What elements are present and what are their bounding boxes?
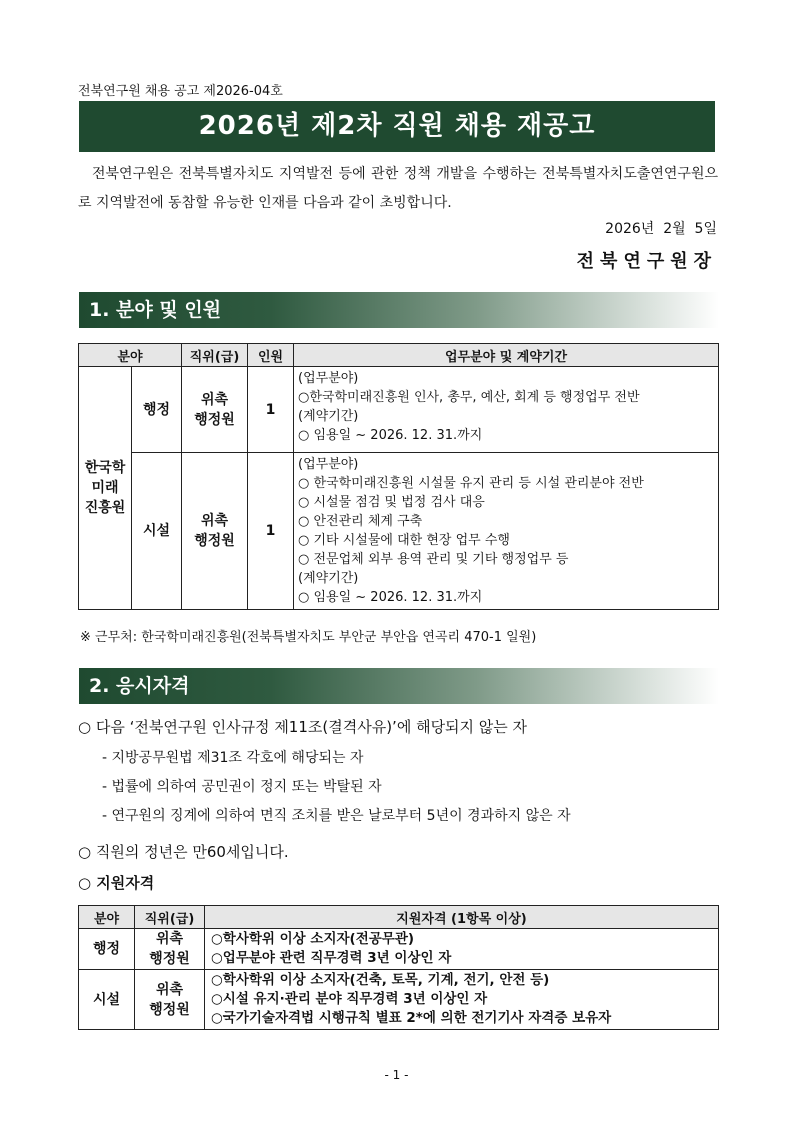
duty-item: ○ 기타 시설물에 대한 현장 업무 수행 (298, 533, 510, 548)
col-duty: 업무분야 및 계약기간 (294, 344, 719, 367)
table-header-row (79, 344, 719, 367)
document-title: 2026년 제2차 직원 채용 재공고 (79, 101, 715, 152)
row-position: 위촉 행정원 (182, 453, 248, 610)
duty-title: (업무분야) (298, 457, 359, 472)
duty-item: ○ 안전관리 체계 구축 (298, 514, 423, 529)
col-position: 직위(급) (182, 344, 248, 367)
requirement-item: ○국가기술자격법 시행규칙 별표 2*에 의한 전기기사 자격증 보유자 (211, 1010, 612, 1026)
row-position: 위촉 행정원 (182, 367, 248, 453)
duty-item: ○한국학미래진흥원 인사, 총무, 예산, 회계 등 행정업무 전반 (298, 390, 640, 405)
duty-item: ○ 전문업체 외부 용역 관리 및 기타 행정업무 등 (298, 552, 569, 567)
table-row (79, 929, 719, 970)
duty-title: (업무분야) (298, 371, 359, 386)
requirements-label: ○ 지원자격 (78, 874, 155, 892)
row-position: 위촉 행정원 (135, 929, 205, 970)
period-title: (계약기간) (298, 409, 359, 424)
qualification-item: ○ 다음 ‘전북연구원 인사규정 제11조(결격사유)’에 해당되지 않는 자 (78, 718, 528, 736)
row-requirements (205, 929, 719, 970)
signer: 전북연구원장 (576, 251, 717, 272)
col-position: 직위(급) (135, 906, 205, 929)
notice-date: 2026년 2월 5일 (605, 221, 717, 237)
qualification-subitem: - 법률에 의하여 공민권이 정지 또는 박탈된 자 (102, 779, 382, 795)
col-requirements: 지원자격 (1항목 이상) (205, 906, 719, 929)
org-name: 한국학 미래 진흥원 (79, 367, 132, 610)
table-row (79, 367, 719, 453)
period-title: (계약기간) (298, 571, 359, 586)
requirement-item: ○업무분야 관련 직무경력 3년 이상인 자 (211, 950, 452, 966)
retirement-note: ○ 직원의 정년은 만60세입니다. (78, 843, 289, 861)
duty-item: ○ 시설물 점검 및 법정 검사 대응 (298, 495, 485, 510)
row-field: 시설 (132, 453, 182, 610)
requirement-item: ○시설 유지·관리 분야 직무경력 3년 이상인 자 (211, 991, 488, 1007)
row-duty (294, 367, 719, 453)
row-duty (294, 453, 719, 610)
table-row (79, 453, 719, 610)
section1-heading: 1. 분야 및 인원 (79, 292, 719, 328)
positions-table (78, 343, 719, 610)
duty-item: ○ 한국학미래진흥원 시설물 유지 관리 등 시설 관리분야 전반 (298, 476, 644, 491)
period-item: ○ 임용일 ~ 2026. 12. 31.까지 (298, 428, 483, 443)
col-count: 인원 (248, 344, 294, 367)
section2-heading: 2. 응시자격 (79, 668, 719, 704)
notice-number: 전북연구원 채용 공고 제2026-04호 (78, 84, 283, 99)
requirements-table (78, 905, 719, 1030)
row-field: 행정 (132, 367, 182, 453)
intro-paragraph: 전북연구원은 전북특별자치도 지역발전 등에 관한 정책 개발을 수행하는 전북특별자치도출연연구원으로 지역발전에 동참할 유능한 인재를 다음과 같이 초빙합니다. (78, 166, 718, 211)
row-requirements (205, 970, 719, 1030)
row-field: 행정 (79, 929, 135, 970)
period-item: ○ 임용일 ~ 2026. 12. 31.까지 (298, 590, 483, 605)
table-row (79, 970, 719, 1030)
qualification-subitem: - 연구원의 징계에 의하여 면직 조치를 받은 날로부터 5년이 경과하지 않은 자 (102, 808, 571, 824)
row-count: 1 (248, 453, 294, 610)
requirement-item: ○학사학위 이상 소지자(건축, 토목, 기계, 전기, 안전 등) (211, 972, 550, 988)
qualification-subitem: - 지방공무원법 제31조 각호에 해당되는 자 (102, 750, 364, 766)
col-field: 분야 (79, 344, 182, 367)
table-header-row (79, 906, 719, 929)
requirement-item: ○학사학위 이상 소지자(전공무관) (211, 931, 415, 947)
row-field: 시설 (79, 970, 135, 1030)
col-field: 분야 (79, 906, 135, 929)
page-number: - 1 - (384, 1068, 409, 1082)
row-count: 1 (248, 367, 294, 453)
work-location-note: ※ 근무처: 한국학미래진흥원(전북특별자치도 부안군 부안읍 연곡리 470-1 일원) (80, 630, 537, 645)
row-position: 위촉 행정원 (135, 970, 205, 1030)
